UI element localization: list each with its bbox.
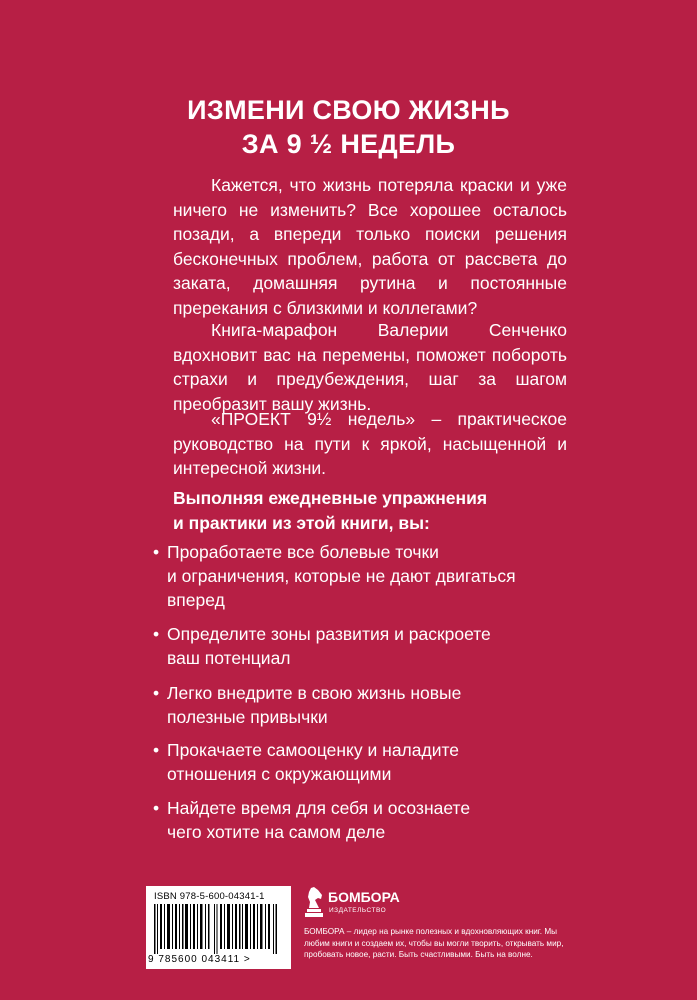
bullet-mark: • — [153, 542, 160, 562]
cover-title-line1: ИЗМЕНИ СВОЮ ЖИЗНЬ — [187, 95, 510, 125]
bullet-mark: • — [153, 798, 160, 818]
bullet-mark: • — [153, 740, 160, 760]
benefit-item: • Прокачаете самооценку и наладите отношения с окружающими — [153, 740, 460, 784]
bullet-mark: • — [153, 624, 160, 644]
cover-title-line2: ЗА 9 ½ НЕДЕЛЬ — [241, 129, 456, 159]
description-paragraph-1: Кажется, что жизнь потеряла краски и уже ничего не изменить? Все хорошее осталось позади, а впереди только поиски решения бесконечных проблем, работа от рассвета до заката, домашняя рутина и постоянные пререкания с близкими и коллегами? — [173, 175, 567, 318]
chess-knight-icon — [304, 886, 326, 920]
isbn-barcode-box — [146, 886, 291, 969]
benefits-lead: Выполняя ежедневные упражнения и практики из этой книги, вы: — [173, 488, 488, 533]
description-paragraph-2: Книга-марафон Валерии Сенченко вдохновит вас на перемены, поможет побороть страхи и предубеждения, шаг за шагом преобразит вашу жизнь. — [173, 320, 567, 414]
benefit-item: • Проработаете все болевые точки и ограничения, которые не дают двигаться вперед — [153, 542, 516, 610]
isbn-label: ISBN 978-5-600-04341-1 — [154, 891, 265, 902]
publisher-logo — [304, 886, 444, 922]
benefit-item: • Легко внедрите в свою жизнь новые полезные привычки — [153, 683, 462, 727]
bullet-mark: • — [153, 683, 160, 703]
benefit-item: • Найдете время для себя и осознаете чего хотите на самом деле — [153, 798, 471, 842]
publisher-blurb: БОМБОРА – лидер на рынке полезных и вдохновляющих книг. Мы любим книги и создаем их, чтобы вы могли творить, открывать мир, пробовать новое, расти. Быть счастливыми. Быть на волне. — [304, 927, 564, 959]
publisher-name: БОМБОРА — [328, 889, 400, 905]
barcode-icon — [154, 904, 282, 954]
description-paragraph-3: «ПРОЕКТ 9½ недель» – практическое руководство на пути к яркой, насыщенной и интересной жизни. — [173, 409, 567, 478]
barcode-digits: 9 785600 043411 > — [148, 954, 251, 965]
publisher-subtitle: ИЗДАТЕЛЬСТВО — [329, 907, 387, 914]
benefit-item: • Определите зоны развития и раскроете ваш потенциал — [153, 624, 491, 668]
